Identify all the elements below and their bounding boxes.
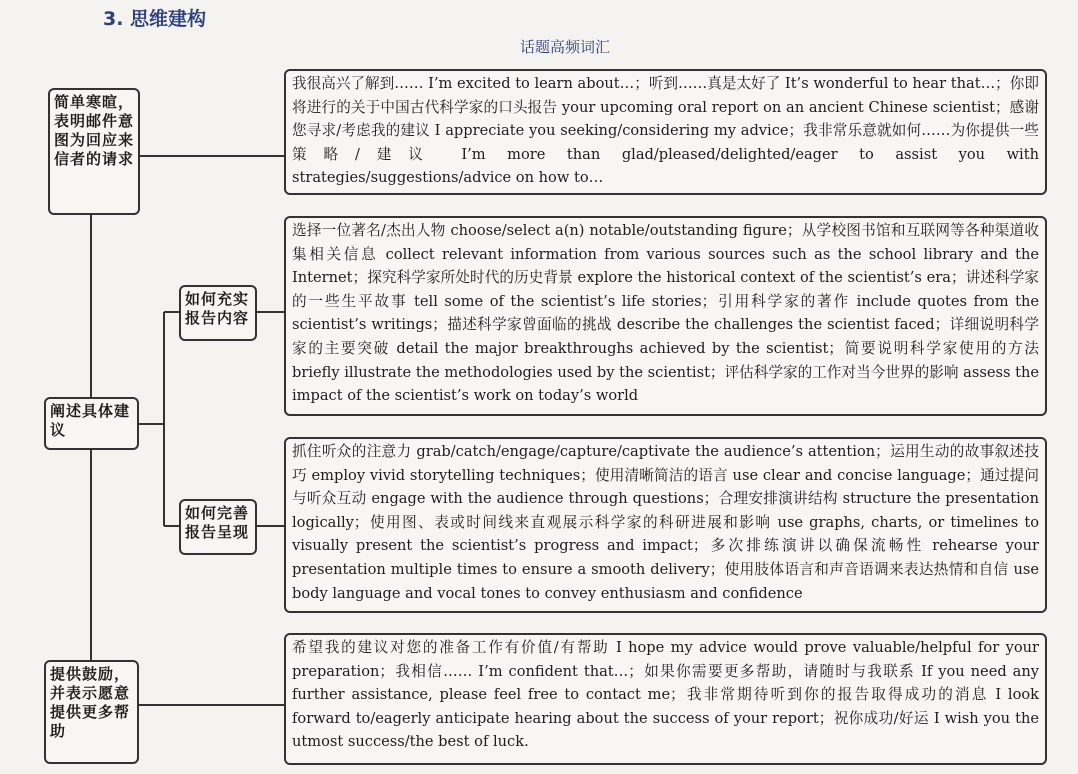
box-greeting-vocab: 我很高兴了解到…… I’m excited to learn about…；听到……真是太好了 It’s wonderful to hear that…；你即将进行的关于中国古代科学家的口头报告 your upcoming oral report on an ancient Chinese scientist；感谢您寻求/考虑我的建议 I appreciate you seeking/considering my advice；我非常乐意就如何……为你提供一些策略/建议 I’m more than glad/pleased/delighted/eager to assist you with strategies/suggestions/advice on how to… — [284, 69, 1047, 195]
node-encourage: 提供鼓励，并表示愿意提供更多帮助 — [44, 660, 139, 764]
section-heading: 3. 思维建构 — [103, 8, 207, 30]
node-enrich: 如何充实报告内容 — [179, 285, 257, 341]
vocabulary-subheading: 话题高频词汇 — [520, 38, 611, 56]
box-improve-vocab: 抓住听众的注意力 grab/catch/engage/capture/captivate the audience’s attention；运用生动的故事叙述技巧 employ vivid storytelling techniques；使用清晰简洁的语言 use clear and concise language；通过提问与听众互动 engage with the audience through questions；合理安排演讲结构 structure the presentation logically；使用图、表或时间线来直观展示科学家的科研进展和影响 use graphs, charts, or timelines to visually present the scientist’s progress and impact；多次排练演讲以确保流畅性 rehearse your presentation multiple times to ensure a smooth delivery；使用肢体语言和声音语调来表达热情和自信 use body language and vocal tones to convey enthusiasm and confidence — [284, 437, 1047, 613]
box-encourage-vocab: 希望我的建议对您的准备工作有价值/有帮助 I hope my advice would prove valuable/helpful for your preparation；我相信…… I’m confident that…；如果你需要更多帮助，请随时与我联系 If you need any further assistance, please feel free to contact me；我非常期待听到你的报告取得成功的消息 I look forward to/eagerly anticipate hearing about the success of your report；祝你成功/好运 I wish you the utmost success/the best of luck. — [284, 633, 1047, 765]
node-improve: 如何完善报告呈现 — [179, 499, 257, 555]
box-enrich-vocab: 选择一位著名/杰出人物 choose/select a(n) notable/outstanding figure；从学校图书馆和互联网等各种渠道收集相关信息 collect relevant information from various sources such as the school library and the Internet；探究科学家所处时代的历史背景 explore the historical context of the scientist’s era；讲述科学家的一些生平故事 tell some of the scientist’s life stories；引用科学家的著作 include quotes from the scientist’s writings；描述科学家曾面临的挑战 describe the challenges the scientist faced；详细说明科学家的主要突破 detail the major breakthroughs achieved by the scientist；简要说明科学家使用的方法 briefly illustrate the methodologies used by the scientist；评估科学家的工作对当今世界的影响 assess the impact of the scientist’s work on today’s world — [284, 216, 1047, 416]
node-greeting: 简单寒暄，表明邮件意图为回应来信者的请求 — [48, 88, 140, 215]
node-details: 阐述具体建议 — [44, 397, 139, 450]
